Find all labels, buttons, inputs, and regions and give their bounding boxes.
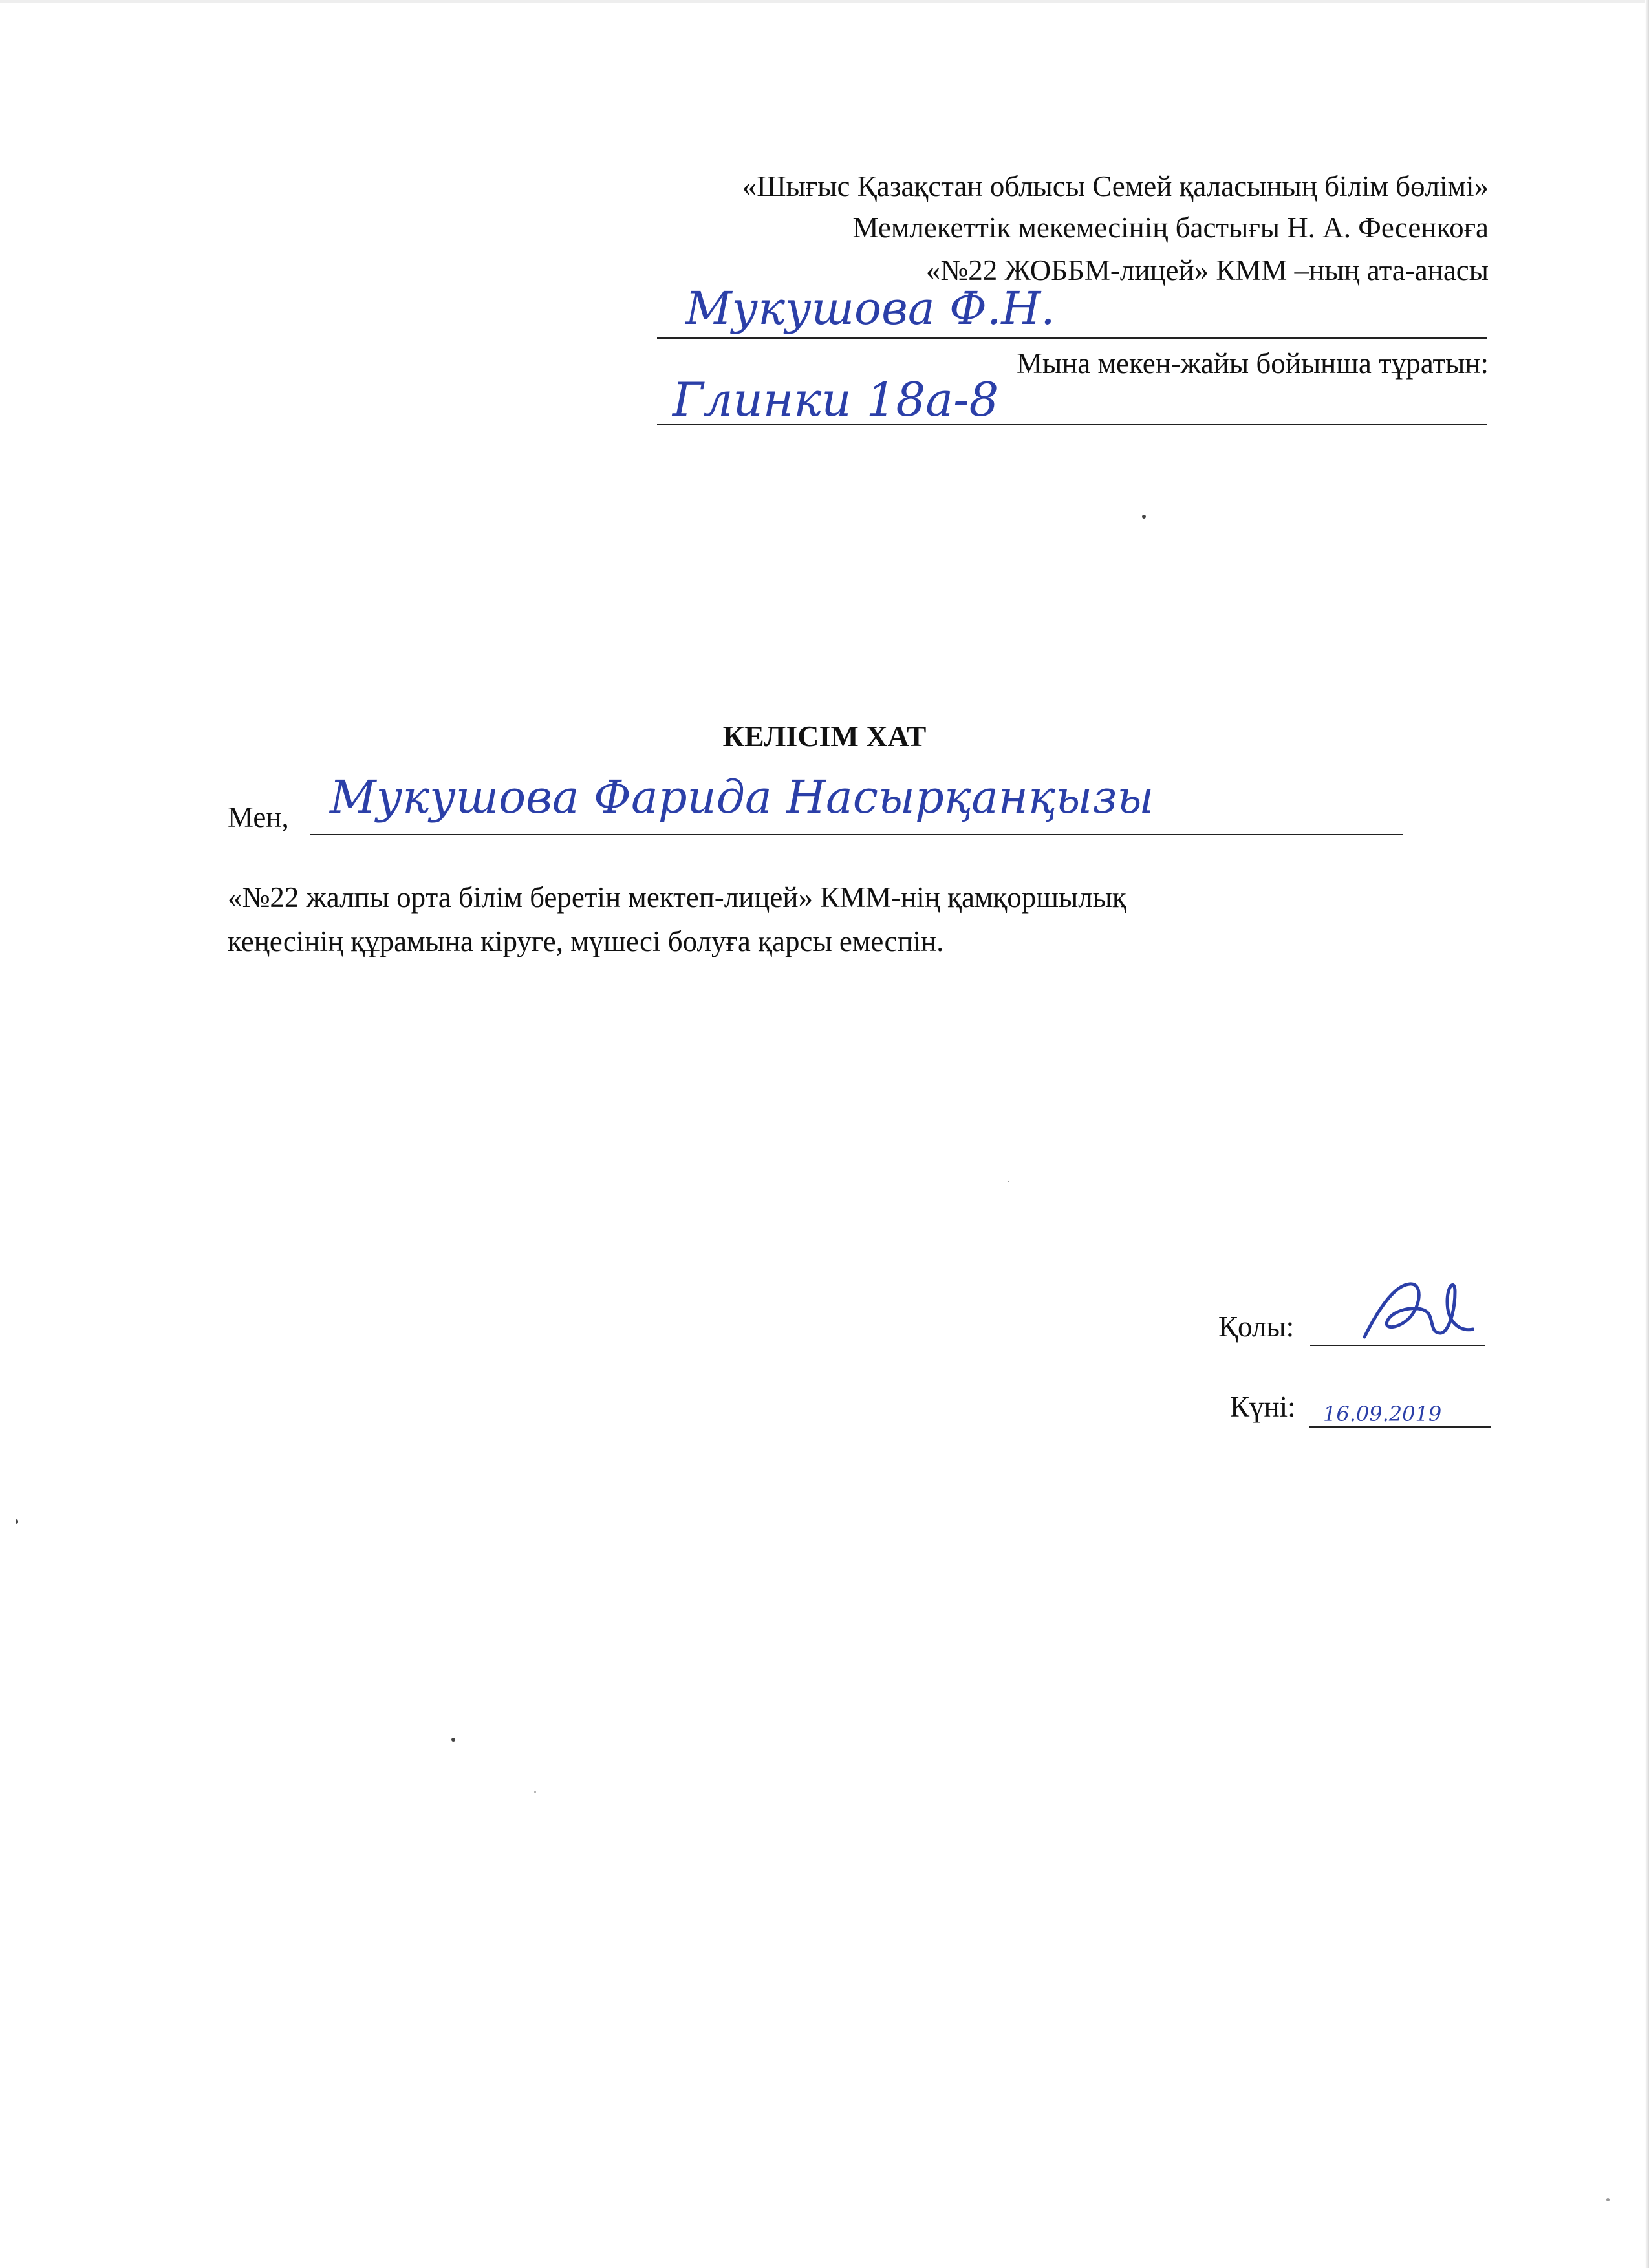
scan-speck (451, 1738, 455, 1742)
handwritten-signature (1358, 1272, 1474, 1350)
scan-speck (1142, 515, 1146, 519)
header-line-1: «Шығыс Қазақстан облысы Семей қаласының білім бөлімі» (742, 170, 1489, 202)
scan-speck (1606, 2198, 1610, 2201)
scan-speck (1008, 1181, 1009, 1182)
parent-name-rule (657, 337, 1487, 339)
intro-label: Мен, (228, 801, 289, 833)
paragraph-line-1: «№22 жалпы орта білім беретін мектеп-лицей» КММ-нің қамқоршылық (228, 881, 1126, 914)
address-label: Мына мекен-жайы бойынша тұратын: (1016, 347, 1489, 380)
signature-label: Қолы: (1218, 1311, 1295, 1343)
address-handwritten: Глинки 18а-8 (673, 372, 999, 427)
header-line-2: Мемлекеттік мекемесінің бастығы Н. А. Фесенкоға (852, 211, 1489, 244)
date-label: Күні: (1230, 1391, 1296, 1423)
scan-speck (16, 1519, 18, 1524)
header-line-3: «№22 ЖОББМ-лицей» КММ –ның ата-анасы (925, 254, 1489, 286)
scan-top-edge (0, 0, 1649, 3)
paragraph-line-2: кеңесінің құрамына кіруге, мүшесі болуға қарсы емеспін. (228, 925, 944, 957)
full-name-rule (310, 834, 1403, 835)
full-name-handwritten: Мукушова Фарида Насырқанқызы (330, 771, 1154, 824)
document-title: КЕЛІСІМ ХАТ (722, 720, 927, 753)
date-handwritten: 16.09.2019 (1323, 1402, 1442, 1426)
parent-name-handwritten: Мукушова Ф.Н. (685, 282, 1055, 335)
date-rule (1309, 1426, 1491, 1428)
scan-speck (534, 1791, 536, 1793)
scan-right-edge (1645, 0, 1649, 2268)
